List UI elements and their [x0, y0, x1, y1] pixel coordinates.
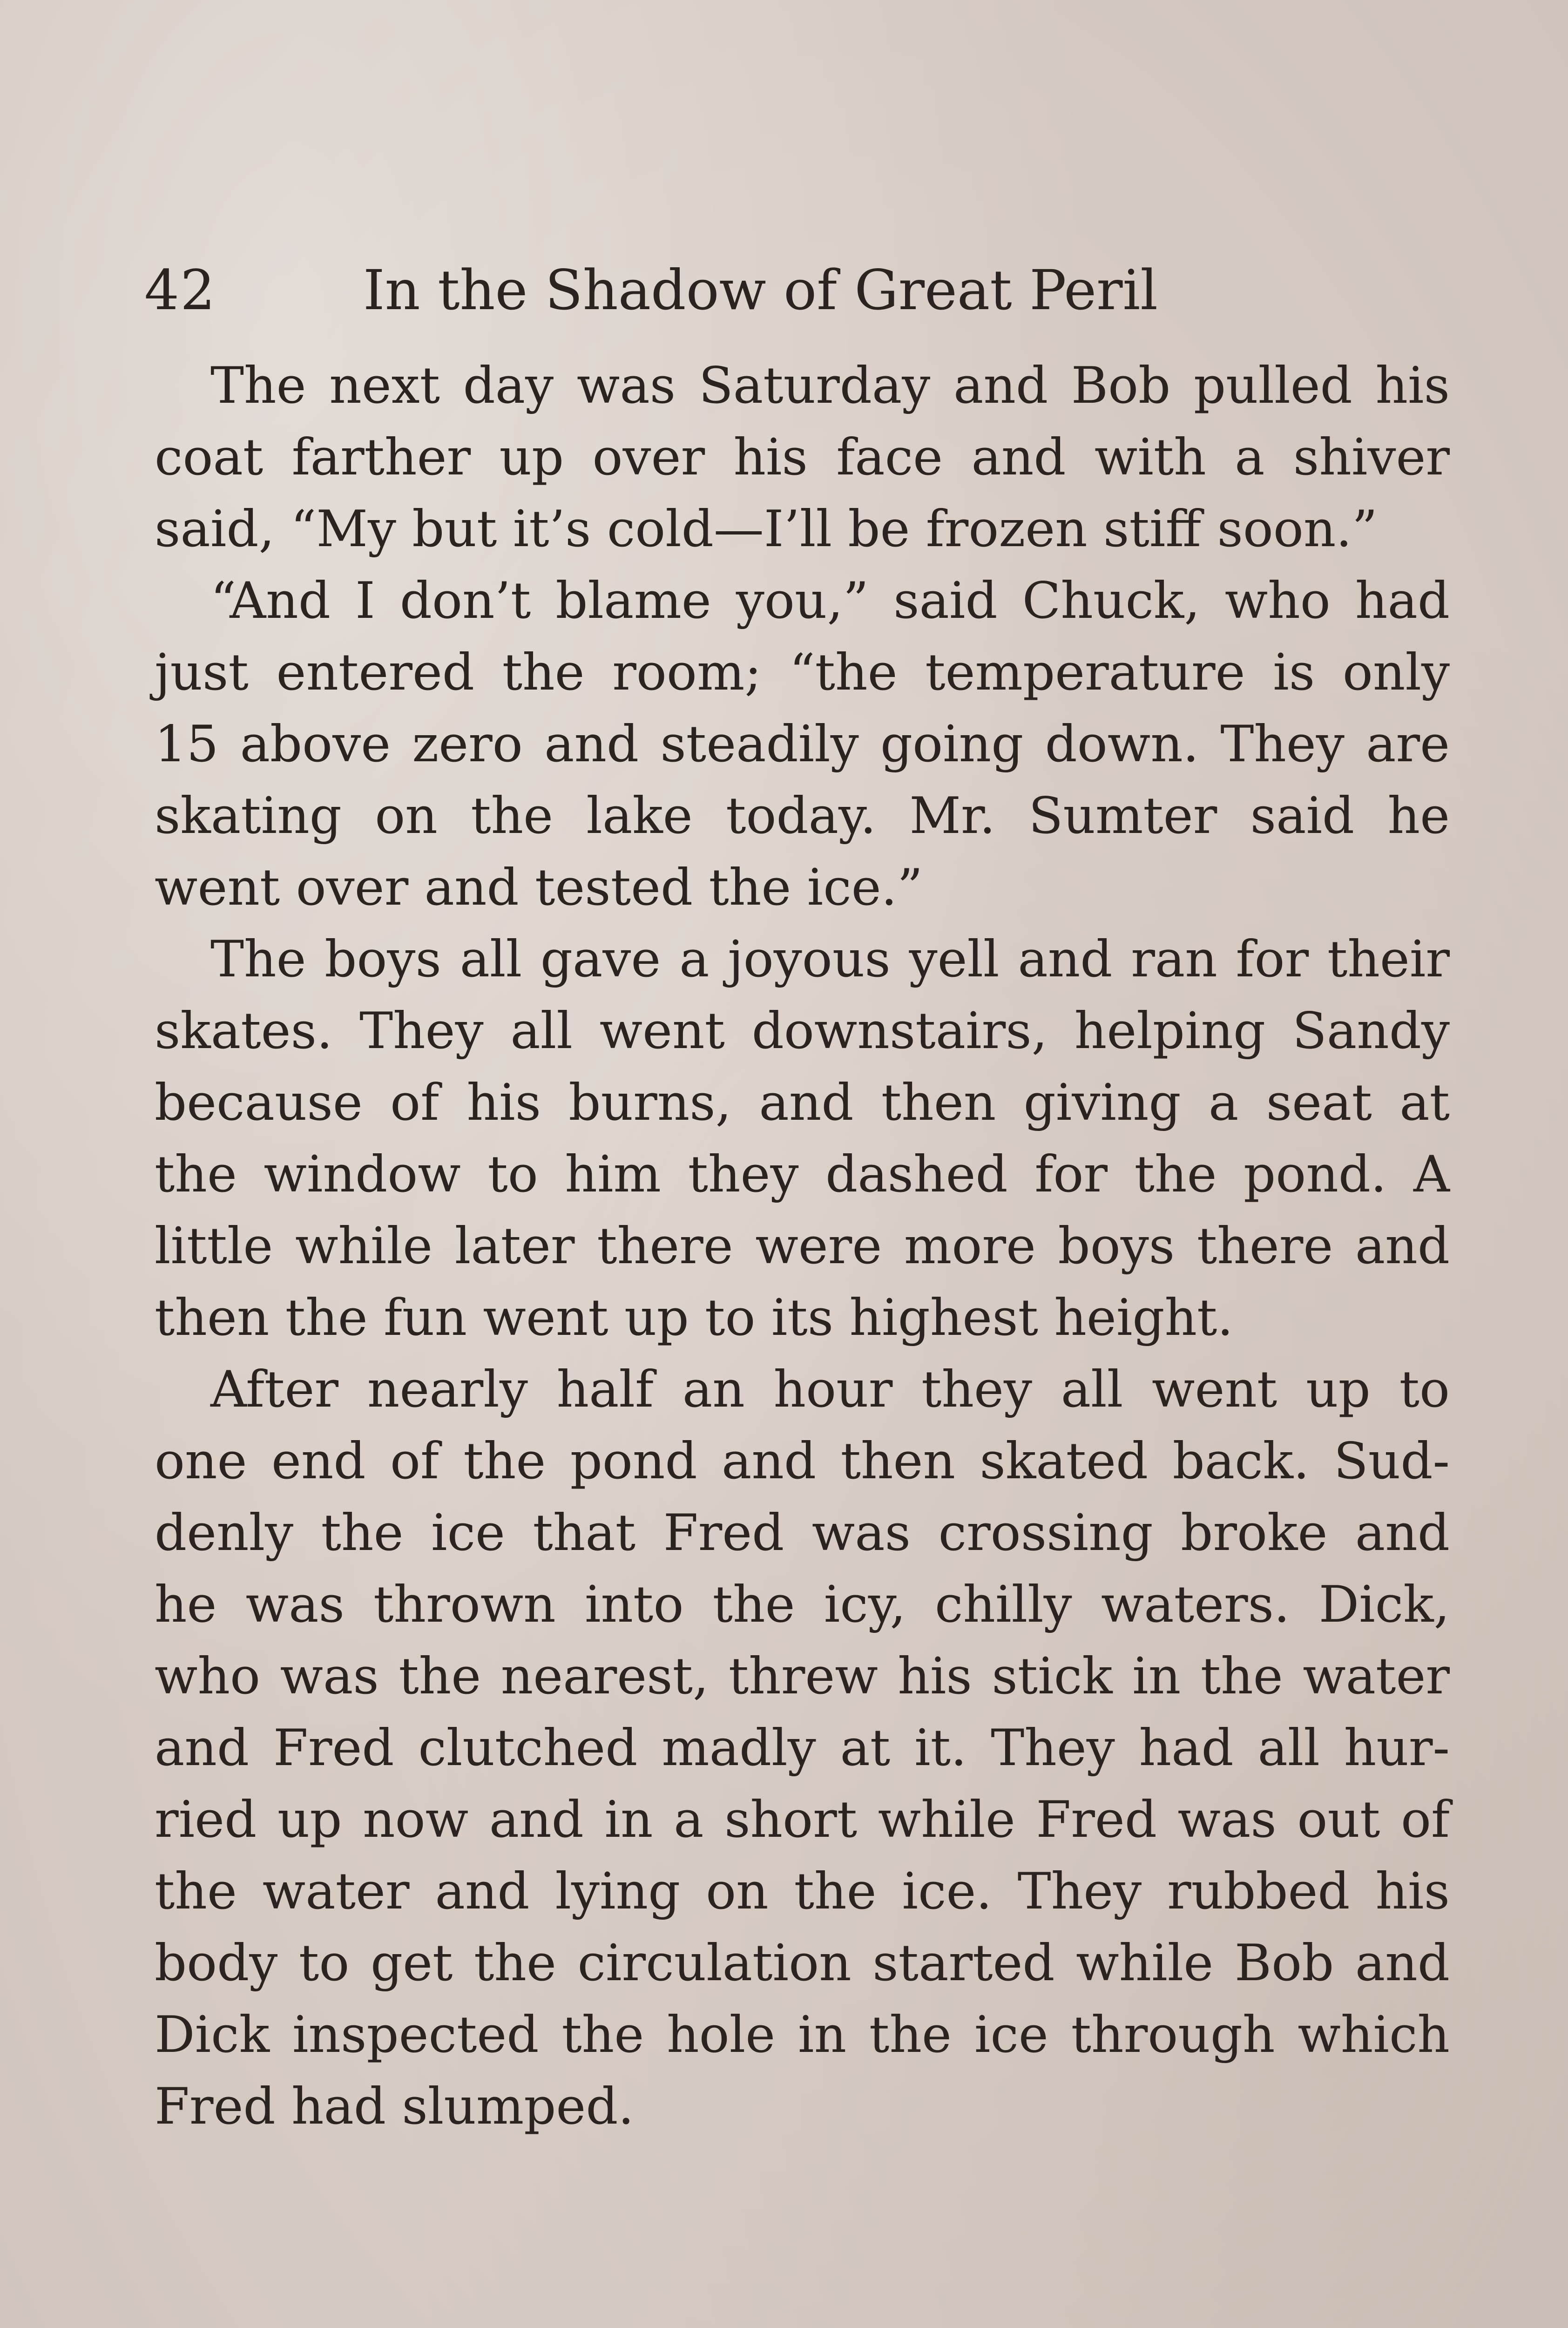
text-line: skates. They all went downstairs, helping Sandy	[155, 1002, 1450, 1060]
text-line: said, “My but it’s cold—I’ll be frozen stiff soon.”	[155, 500, 1378, 558]
text-line: After nearly half an hour they all went up to	[210, 1360, 1450, 1419]
text-line: went over and tested the ice.”	[155, 859, 923, 917]
text-line: little while later there were more boys there and	[155, 1217, 1450, 1275]
text-line: then the fun went up to its highest height.	[155, 1289, 1233, 1347]
text-line: body to get the circulation started while Bob and	[155, 1934, 1450, 1992]
text-line: 15 above zero and steadily going down. They are	[155, 715, 1450, 773]
text-line: “And I don’t blame you,” said Chuck, who had	[210, 572, 1450, 630]
text-line: he was thrown into the icy, chilly waters. Dick,	[155, 1576, 1450, 1634]
page-number: 42	[144, 258, 216, 322]
text-line: coat farther up over his face and with a shiver	[155, 428, 1450, 487]
text-line: skating on the lake today. Mr. Sumter said he	[155, 787, 1450, 845]
text-line: Dick inspected the hole in the ice through which	[155, 2006, 1450, 2064]
text-line: who was the nearest, threw his stick in the water	[155, 1647, 1450, 1705]
text-line: just entered the room; “the temperature is only	[155, 643, 1450, 702]
text-line: ried up now and in a short while Fred was out of	[155, 1791, 1450, 1849]
text-line: one end of the pond and then skated back. Sud-	[155, 1432, 1450, 1490]
text-line: The boys all gave a joyous yell and ran for their	[210, 930, 1450, 988]
running-head	[144, 255, 1224, 325]
text-line: Fred had slumped.	[155, 2078, 634, 2136]
running-title: In the Shadow of Great Peril	[363, 258, 1158, 322]
body-text	[155, 350, 1450, 2143]
text-line: and Fred clutched madly at it. They had all hur-	[155, 1719, 1450, 1777]
text-line: denly the ice that Fred was crossing broke and	[155, 1504, 1450, 1562]
text-line: because of his burns, and then giving a seat at	[155, 1074, 1450, 1132]
text-line: the water and lying on the ice. They rubbed his	[155, 1862, 1450, 1921]
text-line: the window to him they dashed for the pond. A	[155, 1145, 1450, 1204]
text-line: The next day was Saturday and Bob pulled his	[210, 357, 1450, 415]
